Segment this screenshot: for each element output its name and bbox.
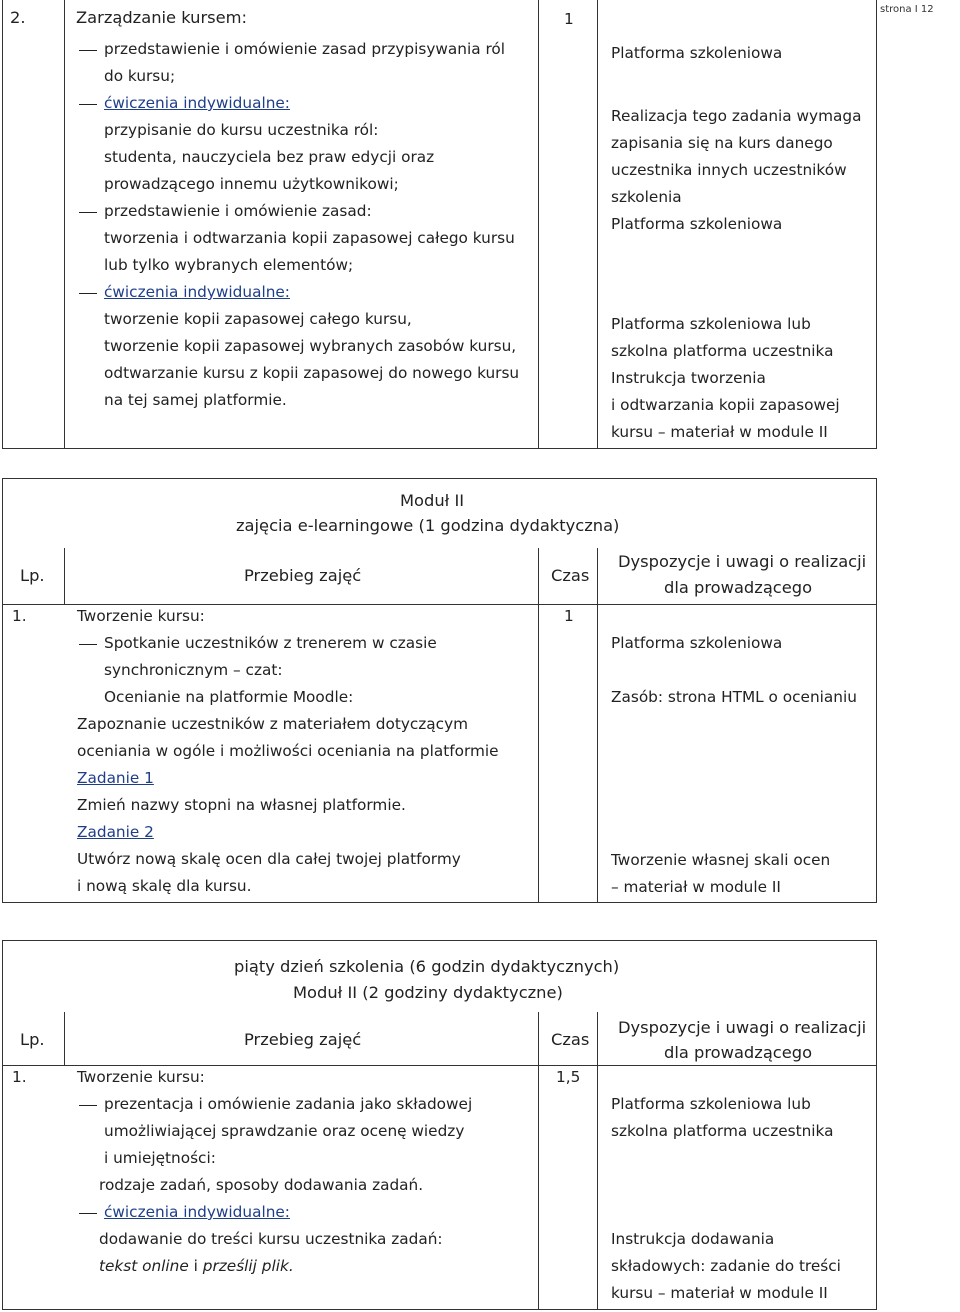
note-line: zapisania się na kurs danego [611, 134, 833, 152]
column-header-lp: Lp. [20, 566, 45, 585]
row-number: 1. [12, 607, 27, 625]
column-header-dyspozycje: Dyspozycje i uwagi o realizacji [618, 552, 867, 571]
dash-bullet [79, 104, 97, 105]
section-subtitle: Moduł II (2 godziny dydaktyczne) [293, 983, 563, 1002]
dash-bullet [79, 293, 97, 294]
row-title: Tworzenie kursu: [77, 607, 205, 625]
page-number: strona I 12 [880, 4, 934, 15]
section-title: Moduł II [400, 491, 465, 510]
row-title: Zarządzanie kursem: [76, 8, 248, 27]
dash-bullet [79, 50, 97, 51]
column-header-przebieg: Przebieg zajęć [244, 566, 362, 585]
list-item: studenta, nauczyciela bez praw edycji oraz [104, 148, 435, 166]
note-line: Platforma szkoleniowa lub [611, 1095, 811, 1113]
option-upload-file: prześlij plik. [202, 1257, 294, 1275]
row-title: Tworzenie kursu: [77, 1068, 205, 1086]
note-line: kursu – materiał w module II [611, 423, 828, 441]
exercise-link[interactable]: ćwiczenia indywidualne: [104, 1203, 290, 1221]
row-number: 2. [10, 8, 26, 27]
table-border [2, 1309, 877, 1310]
exercise-link[interactable]: ćwiczenia indywidualne: [104, 283, 290, 301]
option-connector: i [193, 1257, 198, 1275]
table-border [538, 548, 539, 903]
note-line: Platforma szkoleniowa lub [611, 315, 811, 333]
list-item: dodawanie do treści kursu uczestnika zadań: [99, 1230, 443, 1248]
task-link-2[interactable]: Zadanie 2 [77, 823, 154, 841]
column-header-czas: Czas [551, 566, 590, 585]
list-item: Zmień nazwy stopni na własnej platformie. [77, 796, 406, 814]
list-item: Zapoznanie uczestników z materiałem dotyczącym [77, 715, 469, 733]
note-line: szkolna platforma uczestnika [611, 342, 834, 360]
column-header-dyspozycje: dla prowadzącego [664, 1043, 813, 1062]
note-line: uczestnika innych uczestników [611, 161, 847, 179]
list-item: prowadzącego innemu użytkownikowi; [104, 175, 399, 193]
row-time: 1,5 [556, 1068, 581, 1086]
column-header-dyspozycje: dla prowadzącego [664, 578, 813, 597]
list-item: do kursu; [104, 67, 176, 85]
note-line: Instrukcja tworzenia [611, 369, 766, 387]
table-border [2, 940, 877, 941]
table-border [597, 0, 598, 449]
dash-bullet [79, 1105, 97, 1106]
list-item: na tej samej platformie. [104, 391, 287, 409]
column-header-przebieg: Przebieg zajęć [244, 1030, 362, 1049]
list-item: i umiejętności: [104, 1149, 216, 1167]
column-header-lp: Lp. [20, 1030, 45, 1049]
table-border [2, 940, 3, 1310]
note-line: Realizacja tego zadania wymaga [611, 107, 862, 125]
table-border [538, 0, 539, 449]
list-item: przypisanie do kursu uczestnika ról: [104, 121, 379, 139]
section-title: piąty dzień szkolenia (6 godzin dydaktycznych) [234, 957, 620, 976]
table-border [2, 902, 877, 903]
list-item: przedstawienie i omówienie zasad przypisywania ról [104, 40, 506, 58]
table-border [876, 478, 877, 903]
note-line: Zasób: strona HTML o ocenianiu [611, 688, 857, 706]
note-line: składowych: zadanie do treści [611, 1257, 841, 1275]
dash-bullet [79, 644, 97, 645]
column-header-czas: Czas [551, 1030, 590, 1049]
dash-bullet [79, 1213, 97, 1214]
note-line: – materiał w module II [611, 878, 781, 896]
list-item: i nową skalę dla kursu. [77, 877, 252, 895]
exercise-link[interactable]: ćwiczenia indywidualne: [104, 94, 290, 112]
note-line: szkolenia [611, 188, 682, 206]
section-subtitle: zajęcia e-learningowe (1 godzina dydaktyczna) [236, 516, 620, 535]
table-border [64, 548, 65, 605]
option-text-online: tekst online [99, 1257, 189, 1275]
table-border [2, 478, 877, 479]
note-line: szkolna platforma uczestnika [611, 1122, 834, 1140]
list-item: tworzenia i odtwarzania kopii zapasowej całego kursu [104, 229, 515, 247]
table-border [64, 1012, 65, 1066]
table-border [2, 448, 877, 449]
list-item: odtwarzanie kursu z kopii zapasowej do nowego kursu [104, 364, 520, 382]
list-item: oceniania w ogóle i możliwości oceniania na platformie [77, 742, 499, 760]
note-line: Platforma szkoleniowa [611, 44, 783, 62]
column-header-dyspozycje: Dyspozycje i uwagi o realizacji [618, 1018, 867, 1037]
row-time: 1 [564, 607, 574, 625]
list-item: umożliwiającej sprawdzanie oraz ocenę wiedzy [104, 1122, 465, 1140]
table-border [597, 548, 598, 903]
list-item: lub tylko wybranych elementów; [104, 256, 354, 274]
row-time: 1 [564, 10, 574, 28]
list-item: rodzaje zadań, sposoby dodawania zadań. [99, 1176, 424, 1194]
note-line: Tworzenie własnej skali ocen [611, 851, 831, 869]
table-border [597, 1012, 598, 1310]
table-border [876, 0, 877, 449]
list-item: tworzenie kopii zapasowej całego kursu, [104, 310, 412, 328]
list-item: Spotkanie uczestników z trenerem w czasie [104, 634, 437, 652]
table-border [2, 478, 3, 903]
dash-bullet [79, 212, 97, 213]
note-line: i odtwarzania kopii zapasowej [611, 396, 840, 414]
note-line: kursu – materiał w module II [611, 1284, 828, 1302]
note-line: Platforma szkoleniowa [611, 215, 783, 233]
list-item: synchronicznym – czat: [104, 661, 283, 679]
row-number: 1. [12, 1068, 27, 1086]
list-item: Utwórz nową skalę ocen dla całej twojej platformy [77, 850, 461, 868]
note-line: Platforma szkoleniowa [611, 634, 783, 652]
table-border [538, 1012, 539, 1310]
list-item: Ocenianie na platformie Moodle: [104, 688, 354, 706]
table-border [876, 940, 877, 1310]
table-border [2, 0, 3, 449]
table-border [64, 0, 65, 449]
list-item: tworzenie kopii zapasowej wybranych zasobów kursu, [104, 337, 517, 355]
list-item-options [99, 1253, 294, 1280]
list-item: przedstawienie i omówienie zasad: [104, 202, 372, 220]
note-line: Instrukcja dodawania [611, 1230, 775, 1248]
list-item: prezentacja i omówienie zadania jako składowej [104, 1095, 473, 1113]
task-link-1[interactable]: Zadanie 1 [77, 769, 154, 787]
